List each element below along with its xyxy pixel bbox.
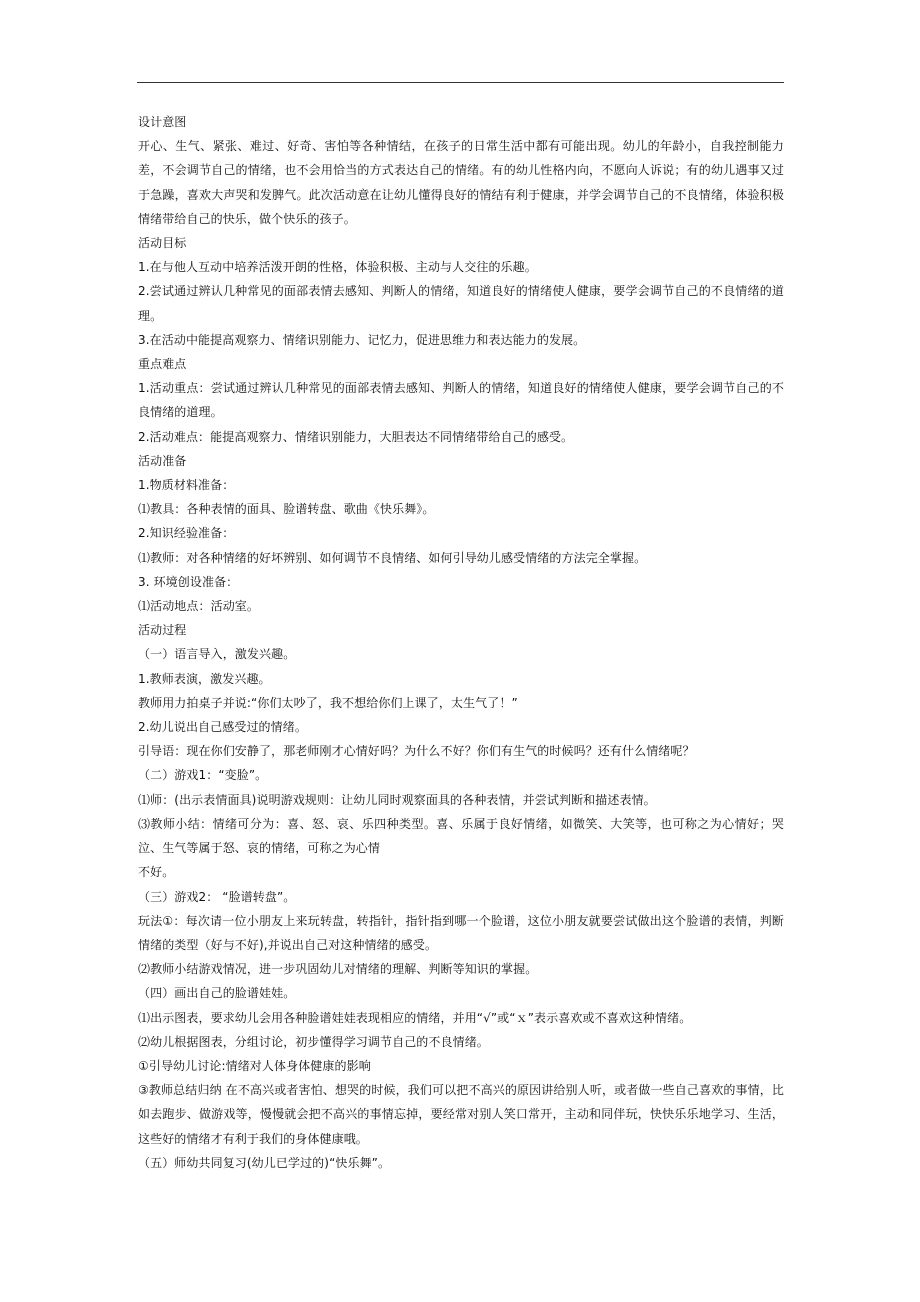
process-step-1: 1.教师表演，激发兴趣。 — [138, 671, 271, 686]
process-section-2: （二）游戏1：“变脸”。 — [138, 768, 268, 783]
prep-item-2: 2.知识经验准备： — [138, 526, 235, 541]
process-section-5: （五）师幼共同复习(幼儿已学过的)“快乐舞”。 — [138, 1155, 391, 1170]
drawing-step-1: ⑴出示图表，要求幼儿会用各种脸谱娃娃表现相应的情绪，并用“√”或“ｘ”表示喜欢或不喜欢这种情绪。 — [138, 1010, 692, 1025]
heading-activity-goals: 活动目标 — [138, 236, 187, 251]
teacher-conclusion: ③教师总结归纳 在不高兴或者害怕、想哭的时候，我们可以把不高兴的原因讲给别人听，或者做一些自己喜欢的事情，比如去跑步、做游戏等，慢慢就会把不高兴的事情忘掉，要经常对别人笑口常开，主动和同伴玩，快快乐乐地学习、生活，这些好的情绪才有利于我们的身体健康哦。 — [138, 1083, 784, 1146]
process-step-2: 2.幼儿说出自己感受过的情绪。 — [138, 720, 307, 735]
key-point-1: 1.活动重点：尝试通过辨认几种常见的面部表情去感知、判断人的情绪，知道良好的情绪使人健康，要学会调节自己的不良情绪的道理。 — [138, 381, 784, 420]
goal-item-2: 2.尝试通过辨认几种常见的面部表情去感知、判断人的情绪，知道良好的情绪使人健康，要学会调节自己的不良情绪的道理。 — [138, 284, 784, 323]
prep-item-1-detail: ⑴教具：各种表情的面具、脸谱转盘、歌曲《快乐舞》。 — [138, 502, 435, 517]
game2-summary: ⑵教师小结游戏情况，进一步巩固幼儿对情绪的理解、判断等知识的掌握。 — [138, 962, 538, 977]
game1-summary-end: 不好。 — [138, 865, 175, 880]
heading-design-intent: 设计意图 — [138, 115, 187, 129]
process-section-4: （四）画出自己的脸谱娃娃。 — [138, 986, 296, 1001]
game2-rule: 玩法①：每次请一位小朋友上来玩转盘，转指针，指针指到哪一个脸谱，这位小朋友就要尝试做出这个脸谱的表情，判断情绪的类型（好与不好),并说出自己对这种情绪的感受。 — [138, 913, 784, 952]
goal-item-3: 3.在活动中能提高观察力、情绪识别能力、记忆力，促进思维力和表达能力的发展。 — [138, 332, 586, 347]
header-rule — [137, 82, 784, 83]
prep-item-2-detail: ⑴教师：对各种情绪的好坏辨别、如何调节不良情绪、如何引导幼儿感受情绪的方法完全掌握。 — [138, 550, 647, 565]
discussion-guide: ①引导幼儿讨论:情绪对人体身体健康的影响 — [138, 1058, 371, 1073]
game1-rule: ⑴师：(出示表情面具)说明游戏规则：让幼儿同时观察面具的各种表情，并尝试判断和描述表情。 — [138, 792, 656, 807]
process-section-1: （一）语言导入，激发兴趣。 — [138, 647, 296, 662]
prep-item-3: 3. 环境创设准备： — [138, 574, 239, 589]
process-step-1-detail: 教师用力拍桌子并说:“你们太吵了，我不想给你们上课了，太生气了！” — [138, 695, 518, 710]
heading-preparation: 活动准备 — [138, 453, 187, 468]
prep-item-1: 1.物质材料准备： — [138, 478, 235, 493]
heading-process: 活动过程 — [138, 623, 187, 638]
key-point-2: 2.活动难点：能提高观察力、情绪识别能力，大胆表达不同情绪带给自己的感受。 — [138, 429, 574, 444]
prep-item-3-detail: ⑴活动地点：活动室。 — [138, 599, 260, 614]
paragraph-design-intent: 开心、生气、紧张、难过、好奇、害怕等各种情结，在孩子的日常生活中都有可能出现。幼儿的年龄小，自我控制能力差，不会调节自己的情绪，也不会用恰当的方式表达自己的情绪。有的幼儿性格内向，不愿向人诉说；有的幼儿遇事又过于急躁，喜欢大声哭和发脾气。此次活动意在让幼儿懂得良好的情结有利于健康，并学会调节自己的不良情绪，体验积极情绪带给自己的快乐，做个快乐的孩子。 — [138, 139, 784, 226]
document-body — [138, 110, 784, 1175]
heading-key-points: 重点难点 — [138, 357, 187, 372]
process-step-2-detail: 引导语：现在你们安静了，那老师刚才心情好吗？为什么不好？你们有生气的时候吗？还有什么情绪呢？ — [138, 744, 695, 759]
goal-item-1: 1.在与他人互动中培养活泼开朗的性格，体验积极、主动与人交往的乐趣。 — [138, 260, 537, 275]
game1-summary: ⑶教师小结：情绪可分为：喜、怒、哀、乐四种类型。喜、乐属于良好情绪，如微笑、大笑等，也可称之为心情好；哭泣、生气等属于怒、哀的情绪，可称之为心情 — [138, 816, 784, 856]
drawing-step-2: ⑵幼儿根据图表，分组讨论，初步懂得学习调节自己的不良情绪。 — [138, 1034, 489, 1049]
process-section-3: （三）游戏2： “脸谱转盘”。 — [138, 889, 296, 904]
